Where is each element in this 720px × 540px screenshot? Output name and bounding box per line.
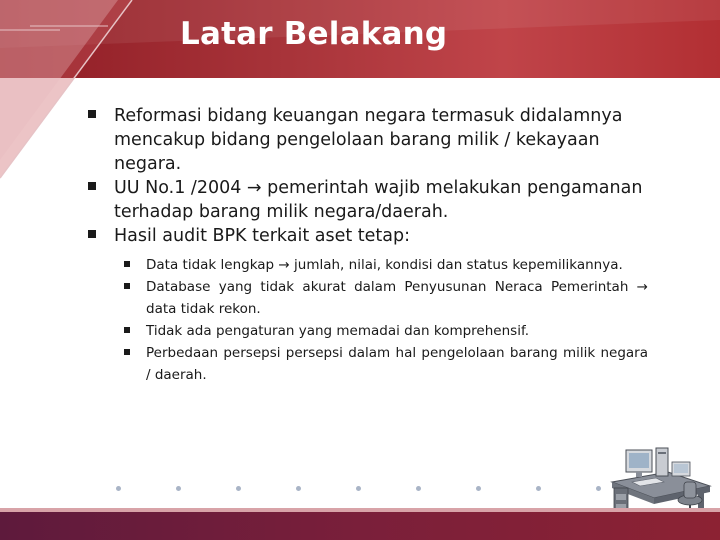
bullet-text: Reformasi bidang keuangan negara termasuk didalamnya mencakup bidang pengelolaan barang milik / kekayaan negara. — [114, 106, 623, 174]
dot-divider — [116, 486, 606, 492]
divider-dot — [476, 486, 481, 491]
square-bullet-icon — [124, 327, 130, 333]
square-bullet-icon — [124, 283, 130, 289]
divider-dot — [536, 486, 541, 491]
footer-bar — [0, 512, 720, 540]
divider-dot — [356, 486, 361, 491]
divider-dot — [296, 486, 301, 491]
slide-content — [88, 104, 648, 386]
bullet-text: UU No.1 /2004 → pemerintah wajib melakukan pengamanan terhadap barang milik negara/daerah. — [114, 178, 643, 222]
bullet-text: Hasil audit BPK terkait aset tetap: — [114, 226, 411, 246]
sub-bullet-item — [124, 320, 648, 342]
divider-dot — [116, 486, 121, 491]
divider-dot — [416, 486, 421, 491]
square-bullet-icon — [124, 349, 130, 355]
sub-bullet-text: Tidak ada pengaturan yang memadai dan komprehensif. — [146, 323, 530, 339]
bullet-item — [88, 224, 648, 248]
square-bullet-icon — [88, 182, 96, 190]
square-bullet-icon — [88, 230, 96, 238]
sub-bullet-item — [124, 342, 648, 386]
sub-bullet-text: Database yang tidak akurat dalam Penyusunan Neraca Pemerintah → data tidak rekon. — [146, 279, 648, 317]
sub-bullet-text: Perbedaan persepsi persepsi dalam hal pengelolaan barang milik negara / daerah. — [146, 345, 648, 383]
bullet-item — [88, 176, 648, 224]
divider-dot — [236, 486, 241, 491]
square-bullet-icon — [88, 110, 96, 118]
sub-bullet-text: Data tidak lengkap → jumlah, nilai, kondisi dan status kepemilikannya. — [146, 257, 623, 273]
sub-bullet-item — [124, 276, 648, 320]
divider-dot — [596, 486, 601, 491]
divider-dot — [176, 486, 181, 491]
square-bullet-icon — [124, 261, 130, 267]
sub-bullet-item — [124, 254, 648, 276]
bullet-item — [88, 104, 648, 176]
slide-title: Latar Belakang — [180, 16, 448, 52]
sub-bullet-list — [88, 254, 648, 386]
